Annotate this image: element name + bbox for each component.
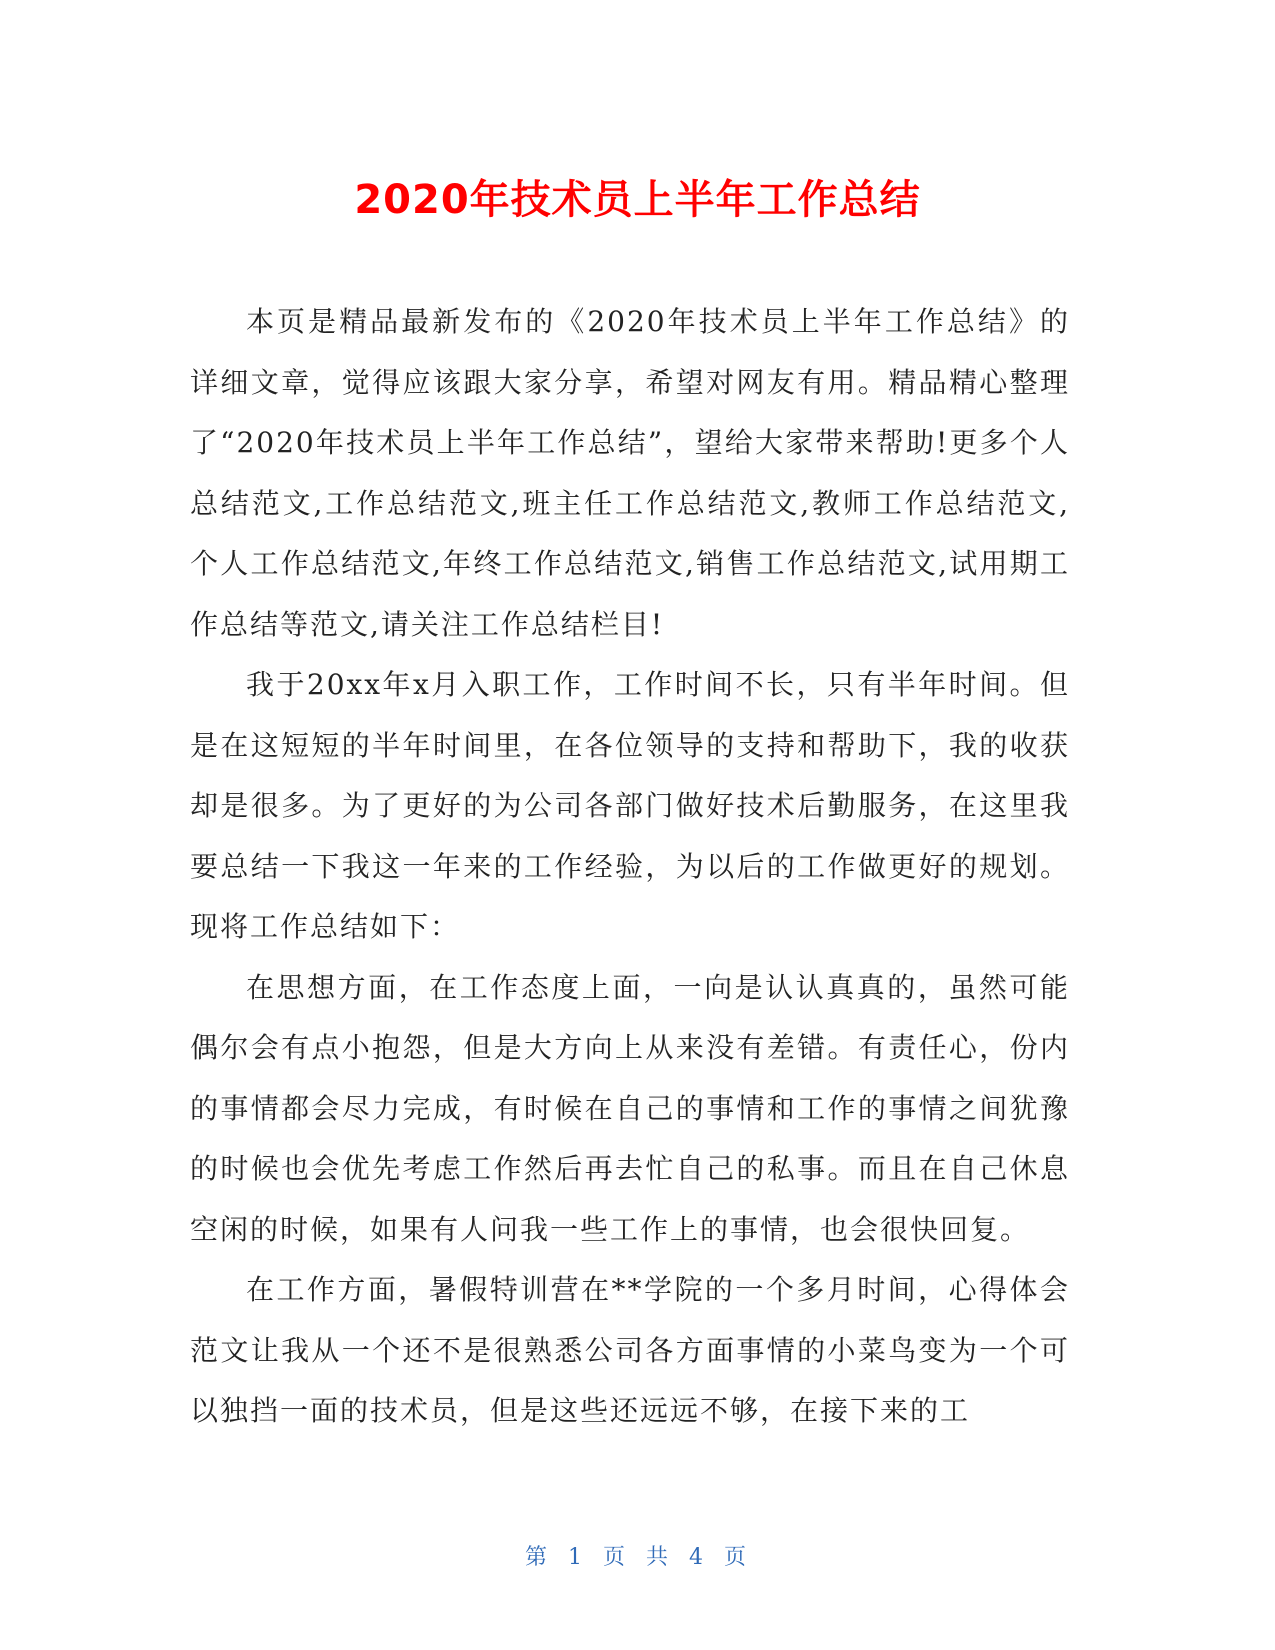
page-footer: 第 1 页 共 4 页 [525, 1545, 750, 1570]
document-title: 2020年技术员上半年工作总结 [354, 177, 921, 223]
paragraph-background: 我于20xx年x月入职工作，工作时间不长，只有半年时间。但是在这短短的半年时间里，在各位领导的支持和帮助下，我的收获却是很多。为了更好的为公司各部门做好技术后勤服务，在这里我要总结一下我这一年来的工作经验，为以后的工作做更好的规划。现将工作总结如下： [190, 668, 1070, 943]
document-body [190, 292, 1070, 1442]
paragraph-thought: 在思想方面，在工作态度上面，一向是认认真真的，虽然可能偶尔会有点小抱怨，但是大方向上从来没有差错。有责任心，份内的事情都会尽力完成，有时候在自己的事情和工作的事情之间犹豫的时候也会优先考虑工作然后再去忙自己的私事。而且在自己休息空闲的时候，如果有人问我一些工作上的事情，也会很快回复。 [190, 970, 1070, 1246]
paragraph-work: 在工作方面，暑假特训营在**学院的一个多月时间，心得体会范文让我从一个还不是很熟悉公司各方面事情的小菜鸟变为一个可以独挡一面的技术员，但是这些还远远不够，在接下来的工 [190, 1273, 1070, 1427]
paragraph-intro: 本页是精品最新发布的《2020年技术员上半年工作总结》的详细文章，觉得应该跟大家分享，希望对网友有用。精品精心整理了“2020年技术员上半年工作总结”，望给大家带来帮助!更多个人总结范文,工作总结范文,班主任工作总结范文,教师工作总结范文,个人工作总结范文,年终工作总结范文,销售工作总结范文,试用期工作总结等范文,请关注工作总结栏目! [190, 305, 1070, 641]
